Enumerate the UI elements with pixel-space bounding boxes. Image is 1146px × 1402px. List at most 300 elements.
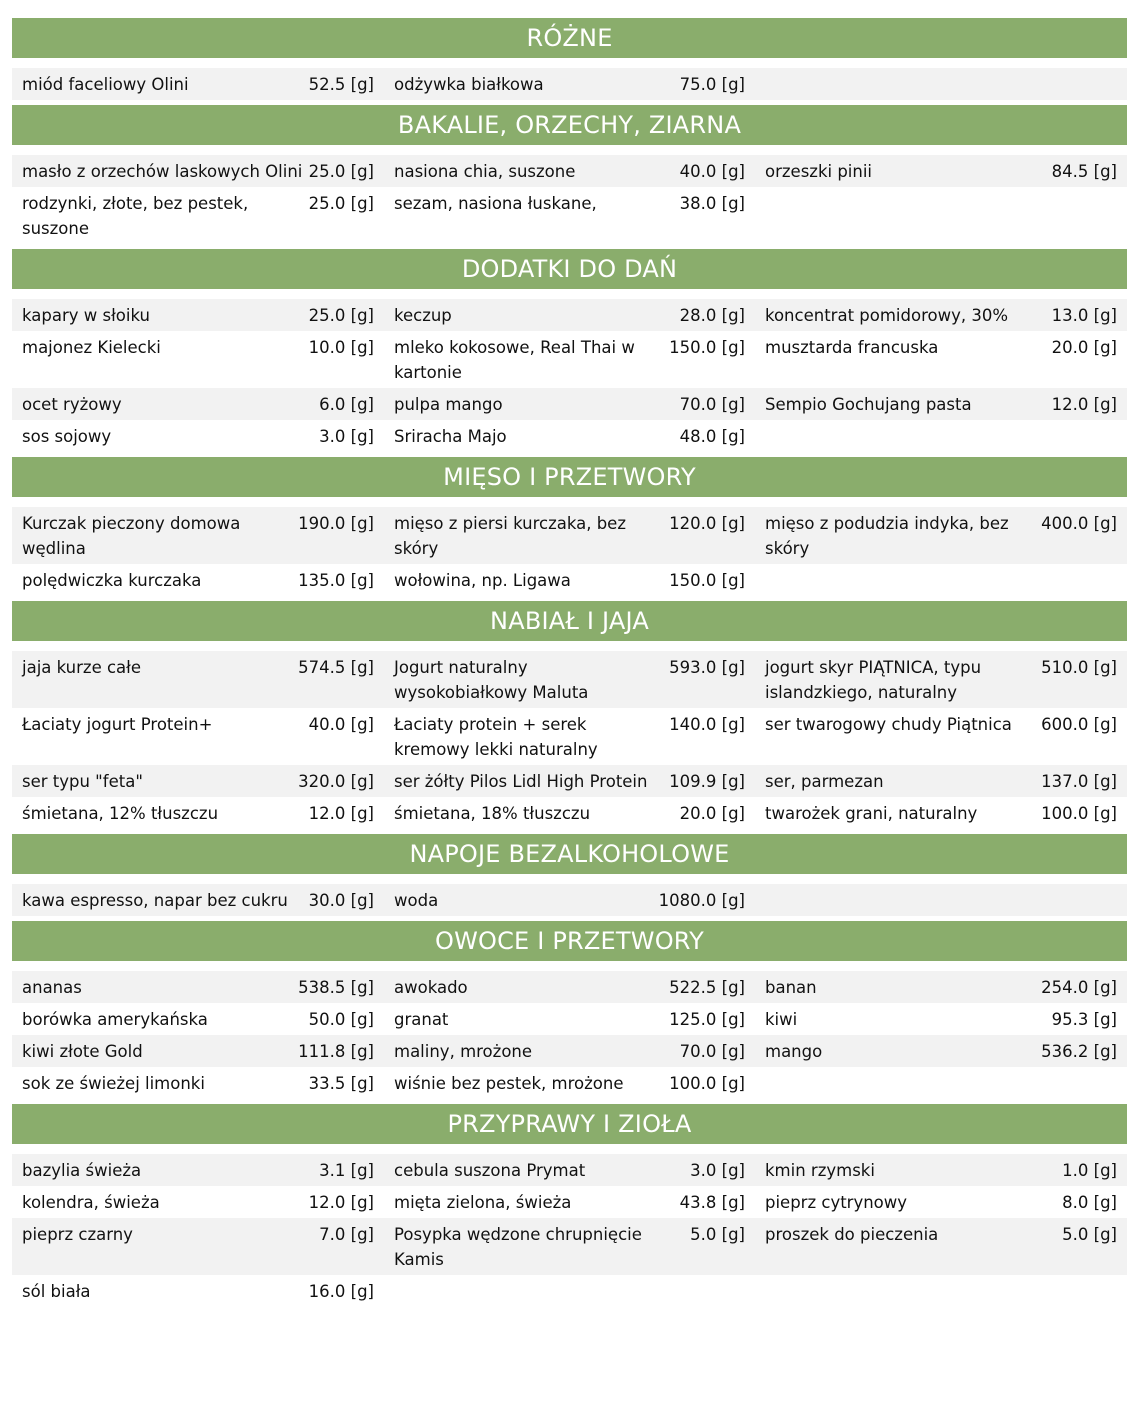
item-name: musztarda francuska (765, 338, 939, 357)
item-name: sezam, nasiona łuskane, (394, 194, 597, 213)
list-item (384, 712, 755, 762)
item-name: awokado (394, 978, 468, 997)
item-amount (1041, 801, 1127, 826)
item-name: kiwi (765, 1010, 798, 1029)
item-amount-value: 40.0 (679, 162, 717, 181)
list-item (12, 975, 384, 1000)
item-amount (309, 72, 384, 97)
list-item (755, 1007, 1127, 1032)
item-name: jaja kurze całe (22, 658, 142, 677)
item-amount-unit: [g] (350, 1282, 374, 1301)
item-amount-value: 7.0 (319, 1225, 346, 1244)
item-row (12, 1154, 1127, 1186)
item-amount (680, 392, 755, 417)
item-amount-unit: [g] (350, 804, 374, 823)
item-name: sos sojowy (22, 427, 112, 446)
item-name: ocet ryżowy (22, 395, 122, 414)
list-item (12, 1071, 384, 1096)
item-name: kapary w słoiku (22, 306, 150, 325)
item-amount-unit: [g] (721, 514, 745, 533)
item-amount (298, 769, 384, 794)
item-amount-value: 13.0 (1051, 306, 1089, 325)
item-amount-unit: [g] (1093, 772, 1117, 791)
list-item (12, 769, 384, 794)
item-amount (1041, 769, 1127, 794)
item-amount (298, 655, 384, 680)
list-item (755, 511, 1127, 561)
item-amount-value: 3.0 (319, 427, 346, 446)
item-amount-value: 536.2 (1041, 1042, 1089, 1061)
item-amount-unit: [g] (721, 1193, 745, 1212)
item-amount (690, 1222, 755, 1247)
item-amount (1062, 1222, 1127, 1247)
list-item (12, 191, 384, 241)
item-amount (680, 159, 755, 184)
item-amount-value: 120.0 (669, 514, 717, 533)
list-item (755, 335, 1127, 360)
item-name: pieprz czarny (22, 1225, 133, 1244)
category-header: NABIAŁ I JAJA (12, 601, 1127, 641)
item-amount-value: 48.0 (679, 427, 717, 446)
item-amount (680, 424, 755, 449)
item-amount (1041, 712, 1127, 737)
item-amount (1041, 1039, 1127, 1064)
item-name: majonez Kielecki (22, 338, 161, 357)
item-amount-unit: [g] (350, 338, 374, 357)
item-amount-unit: [g] (1093, 1042, 1117, 1061)
item-amount-value: 75.0 (679, 75, 717, 94)
item-amount-unit: [g] (1093, 514, 1117, 533)
item-name: Łaciaty jogurt Protein+ (22, 715, 213, 734)
item-amount (309, 1071, 384, 1096)
item-amount-unit: [g] (721, 891, 745, 910)
item-amount-unit: [g] (721, 658, 745, 677)
item-amount (298, 511, 384, 536)
item-amount-unit: [g] (350, 658, 374, 677)
item-amount-value: 70.0 (679, 1042, 717, 1061)
item-name: pieprz cytrynowy (765, 1193, 908, 1212)
list-item (12, 801, 384, 826)
item-name: ser typu "feta" (22, 772, 143, 791)
item-amount (669, 769, 755, 794)
list-item (755, 1158, 1127, 1183)
item-name: banan (765, 978, 817, 997)
item-amount (669, 335, 755, 360)
item-name: kolendra, świeża (22, 1193, 160, 1212)
list-item (12, 712, 384, 737)
list-item (384, 1158, 755, 1183)
category-header: RÓŻNE (12, 18, 1127, 58)
item-amount-unit: [g] (721, 804, 745, 823)
list-item (755, 159, 1127, 184)
item-amount-value: 1.0 (1062, 1161, 1089, 1180)
item-amount (1052, 1007, 1127, 1032)
item-row (12, 651, 1127, 708)
item-row (12, 1003, 1127, 1035)
item-name: pulpa mango (394, 395, 503, 414)
item-amount-value: 522.5 (669, 978, 717, 997)
item-amount-value: 135.0 (298, 571, 346, 590)
list-item (384, 1071, 755, 1096)
item-amount-value: 400.0 (1041, 514, 1089, 533)
item-amount (669, 568, 755, 593)
item-amount-value: 16.0 (308, 1282, 346, 1301)
item-name: Sempio Gochujang pasta (765, 395, 972, 414)
item-amount-unit: [g] (350, 194, 374, 213)
list-item (384, 1007, 755, 1032)
list-item (755, 392, 1127, 417)
list-item (755, 975, 1127, 1000)
item-name: kiwi złote Gold (22, 1042, 143, 1061)
item-amount (1052, 159, 1127, 184)
item-amount-unit: [g] (1093, 306, 1117, 325)
item-amount-unit: [g] (350, 306, 374, 325)
list-item (384, 303, 755, 328)
item-row (12, 797, 1127, 829)
item-name: rodzynki, złote, bez pestek, suszone (22, 194, 249, 238)
item-amount-value: 5.0 (690, 1225, 717, 1244)
item-name: śmietana, 18% tłuszczu (394, 804, 591, 823)
list-item (755, 769, 1127, 794)
item-amount (1041, 655, 1127, 680)
item-row (12, 507, 1127, 564)
item-name: miód faceliowy Olini (22, 75, 189, 94)
list-item (384, 191, 755, 216)
item-name: kawa espresso, napar bez cukru (22, 891, 288, 910)
item-amount (1041, 511, 1127, 536)
list-item (384, 1190, 755, 1215)
list-item (12, 392, 384, 417)
item-amount-unit: [g] (350, 1074, 374, 1093)
list-item (12, 1158, 384, 1183)
item-amount (309, 303, 384, 328)
list-item (755, 801, 1127, 826)
item-row (12, 971, 1127, 1003)
item-amount (1052, 335, 1127, 360)
list-item (384, 769, 755, 794)
list-item (384, 159, 755, 184)
item-amount-value: 70.0 (679, 395, 717, 414)
item-amount-unit: [g] (721, 571, 745, 590)
item-amount-unit: [g] (721, 978, 745, 997)
item-amount-unit: [g] (350, 1225, 374, 1244)
item-amount-value: 95.3 (1051, 1010, 1089, 1029)
category-header: NAPOJE BEZALKOHOLOWE (12, 834, 1127, 874)
item-row (12, 68, 1127, 100)
item-row (12, 331, 1127, 388)
item-amount (319, 1222, 384, 1247)
item-row (12, 299, 1127, 331)
item-name: mleko kokosowe, Real Thai w kartonie (394, 338, 635, 382)
item-name: ser twarogowy chudy Piątnica (765, 715, 1012, 734)
item-name: mango (765, 1042, 823, 1061)
item-name: nasiona chia, suszone (394, 162, 576, 181)
item-amount (298, 1039, 384, 1064)
item-row (12, 765, 1127, 797)
list-item (12, 303, 384, 328)
item-amount-unit: [g] (350, 75, 374, 94)
item-name: orzeszki pinii (765, 162, 873, 181)
item-amount-unit: [g] (721, 395, 745, 414)
item-amount-unit: [g] (721, 1042, 745, 1061)
list-item (384, 1222, 755, 1272)
item-amount (309, 191, 384, 216)
item-amount-value: 137.0 (1041, 772, 1089, 791)
item-amount-unit: [g] (721, 1225, 745, 1244)
item-row (12, 187, 1127, 244)
item-amount-unit: [g] (1093, 338, 1117, 357)
item-amount (690, 1158, 755, 1183)
item-row (12, 708, 1127, 765)
item-amount (298, 975, 384, 1000)
item-amount-unit: [g] (350, 772, 374, 791)
item-name: kmin rzymski (765, 1161, 875, 1180)
item-amount-value: 100.0 (669, 1074, 717, 1093)
item-amount-unit: [g] (1093, 395, 1117, 414)
item-amount-unit: [g] (1093, 658, 1117, 677)
item-row (12, 420, 1127, 452)
item-amount-unit: [g] (350, 162, 374, 181)
item-name: wołowina, np. Ligawa (394, 571, 571, 590)
item-amount-unit: [g] (350, 715, 374, 734)
item-amount (319, 424, 384, 449)
item-amount-value: 3.1 (319, 1161, 346, 1180)
item-amount-unit: [g] (350, 891, 374, 910)
item-amount-unit: [g] (1093, 978, 1117, 997)
item-amount (319, 1158, 384, 1183)
item-amount (669, 712, 755, 737)
list-item (384, 1039, 755, 1064)
item-amount-value: 20.0 (1051, 338, 1089, 357)
item-amount-unit: [g] (1093, 1193, 1117, 1212)
item-amount-value: 125.0 (669, 1010, 717, 1029)
item-name: odżywka białkowa (394, 75, 544, 94)
item-amount-unit: [g] (1093, 715, 1117, 734)
list-item (12, 159, 384, 184)
item-row (12, 884, 1127, 916)
item-amount-value: 190.0 (298, 514, 346, 533)
item-name: masło z orzechów laskowych Olini (22, 162, 303, 181)
item-amount-unit: [g] (350, 514, 374, 533)
list-item (755, 1039, 1127, 1064)
item-amount-value: 43.8 (679, 1193, 717, 1212)
item-amount-unit: [g] (721, 1161, 745, 1180)
item-name: maliny, mrożone (394, 1042, 533, 1061)
item-amount-value: 109.9 (669, 772, 717, 791)
item-amount-unit: [g] (350, 1042, 374, 1061)
list-item (12, 335, 384, 360)
item-amount (680, 801, 755, 826)
item-amount-unit: [g] (1093, 1161, 1117, 1180)
item-name: Sriracha Majo (394, 427, 507, 446)
item-name: ser, parmezan (765, 772, 884, 791)
list-item (384, 975, 755, 1000)
item-amount-value: 100.0 (1041, 804, 1089, 823)
item-name: borówka amerykańska (22, 1010, 208, 1029)
item-amount (680, 1190, 755, 1215)
item-amount-unit: [g] (350, 395, 374, 414)
list-item (384, 801, 755, 826)
item-amount-value: 320.0 (298, 772, 346, 791)
item-amount-value: 600.0 (1041, 715, 1089, 734)
category-header: MIĘSO I PRZETWORY (12, 457, 1127, 497)
item-name: mięso z piersi kurczaka, bez skóry (394, 514, 626, 558)
item-name: cebula suszona Prymat (394, 1161, 586, 1180)
list-item (384, 392, 755, 417)
item-amount-value: 1080.0 (658, 891, 717, 910)
list-item (755, 712, 1127, 737)
item-amount-value: 12.0 (308, 804, 346, 823)
item-name: ananas (22, 978, 82, 997)
item-amount-value: 25.0 (308, 306, 346, 325)
item-amount-value: 12.0 (308, 1193, 346, 1212)
item-row (12, 388, 1127, 420)
list-item (384, 568, 755, 593)
item-amount (1062, 1190, 1127, 1215)
list-item (12, 1039, 384, 1064)
item-name: mięta zielona, świeża (394, 1193, 572, 1212)
item-amount-value: 5.0 (1062, 1225, 1089, 1244)
item-name: woda (394, 891, 439, 910)
item-amount-unit: [g] (1093, 1010, 1117, 1029)
list-item (384, 511, 755, 561)
item-amount-unit: [g] (1093, 162, 1117, 181)
item-amount-value: 150.0 (669, 338, 717, 357)
item-amount-unit: [g] (721, 306, 745, 325)
item-name: keczup (394, 306, 452, 325)
item-amount-value: 52.5 (308, 75, 346, 94)
item-name: sok ze świeżej limonki (22, 1074, 205, 1093)
item-amount-unit: [g] (721, 427, 745, 446)
item-amount-value: 140.0 (669, 715, 717, 734)
item-amount-unit: [g] (721, 1074, 745, 1093)
item-amount (319, 392, 384, 417)
item-amount (669, 1071, 755, 1096)
item-amount-value: 3.0 (690, 1161, 717, 1180)
item-name: Łaciaty protein + serek kremowy lekki naturalny (394, 715, 598, 759)
item-name: Posypka wędzone chrupnięcie Kamis (394, 1225, 642, 1269)
list-item (755, 655, 1127, 705)
item-amount (309, 1007, 384, 1032)
item-name: ser żółty Pilos Lidl High Protein (394, 772, 648, 791)
item-name: wiśnie bez pestek, mrożone (394, 1074, 624, 1093)
item-amount (680, 303, 755, 328)
item-amount (680, 191, 755, 216)
list-item (384, 424, 755, 449)
item-amount-unit: [g] (721, 194, 745, 213)
item-name: bazylia świeża (22, 1161, 142, 1180)
item-amount (680, 72, 755, 97)
category-header: OWOCE I PRZETWORY (12, 921, 1127, 961)
item-amount (309, 159, 384, 184)
item-amount-unit: [g] (350, 1193, 374, 1212)
item-name: jogurt skyr PIĄTNICA, typu islandzkiego, naturalny (765, 658, 982, 702)
list-item (384, 888, 755, 913)
item-amount-unit: [g] (350, 1161, 374, 1180)
item-row (12, 1035, 1127, 1067)
list-item (12, 655, 384, 680)
item-row (12, 1186, 1127, 1218)
item-amount (1062, 1158, 1127, 1183)
item-amount-unit: [g] (721, 75, 745, 94)
shopping-list (12, 18, 1127, 1307)
list-item (12, 511, 384, 561)
item-row (12, 155, 1127, 187)
item-name: proszek do pieczenia (765, 1225, 939, 1244)
item-amount-value: 254.0 (1041, 978, 1089, 997)
item-amount (309, 801, 384, 826)
item-amount-unit: [g] (721, 162, 745, 181)
list-item (12, 72, 384, 97)
item-amount-unit: [g] (721, 772, 745, 791)
item-amount (669, 511, 755, 536)
item-amount-value: 593.0 (669, 658, 717, 677)
item-amount-value: 10.0 (308, 338, 346, 357)
list-item (384, 335, 755, 385)
item-row (12, 564, 1127, 596)
item-amount-value: 25.0 (308, 194, 346, 213)
list-item (12, 1007, 384, 1032)
category-header: BAKALIE, ORZECHY, ZIARNA (12, 105, 1127, 145)
item-amount-value: 33.5 (308, 1074, 346, 1093)
item-amount (309, 1279, 384, 1304)
item-amount (659, 888, 755, 913)
item-amount-value: 50.0 (308, 1010, 346, 1029)
item-amount-value: 538.5 (298, 978, 346, 997)
list-item (12, 424, 384, 449)
item-name: polędwiczka kurczaka (22, 571, 202, 590)
item-row (12, 1218, 1127, 1275)
item-amount-value: 8.0 (1062, 1193, 1089, 1212)
item-row (12, 1067, 1127, 1099)
item-amount (669, 655, 755, 680)
item-amount-value: 12.0 (1051, 395, 1089, 414)
item-amount-value: 20.0 (679, 804, 717, 823)
item-name: śmietana, 12% tłuszczu (22, 804, 219, 823)
list-item (384, 655, 755, 705)
list-item (12, 888, 384, 913)
item-amount-unit: [g] (721, 338, 745, 357)
item-amount (1052, 392, 1127, 417)
item-amount-unit: [g] (721, 715, 745, 734)
item-amount-value: 30.0 (308, 891, 346, 910)
item-amount (669, 1007, 755, 1032)
item-amount (309, 335, 384, 360)
category-header: PRZYPRAWY I ZIOŁA (12, 1104, 1127, 1144)
item-name: Jogurt naturalny wysokobiałkowy Maluta (394, 658, 589, 702)
item-name: koncentrat pomidorowy, 30% (765, 306, 1009, 325)
item-amount-unit: [g] (350, 571, 374, 590)
item-amount-value: 25.0 (308, 162, 346, 181)
list-item (12, 1222, 384, 1247)
item-amount-value: 84.5 (1051, 162, 1089, 181)
list-item (755, 303, 1127, 328)
item-name: granat (394, 1010, 449, 1029)
item-amount-value: 510.0 (1041, 658, 1089, 677)
item-amount (309, 1190, 384, 1215)
list-item (12, 1190, 384, 1215)
list-item (12, 1279, 384, 1304)
list-item (384, 72, 755, 97)
item-amount-value: 574.5 (298, 658, 346, 677)
item-amount-unit: [g] (1093, 804, 1117, 823)
item-amount-unit: [g] (721, 1010, 745, 1029)
item-amount-unit: [g] (350, 1010, 374, 1029)
item-amount (298, 568, 384, 593)
list-item (755, 1190, 1127, 1215)
item-amount (309, 888, 384, 913)
item-amount-unit: [g] (350, 427, 374, 446)
